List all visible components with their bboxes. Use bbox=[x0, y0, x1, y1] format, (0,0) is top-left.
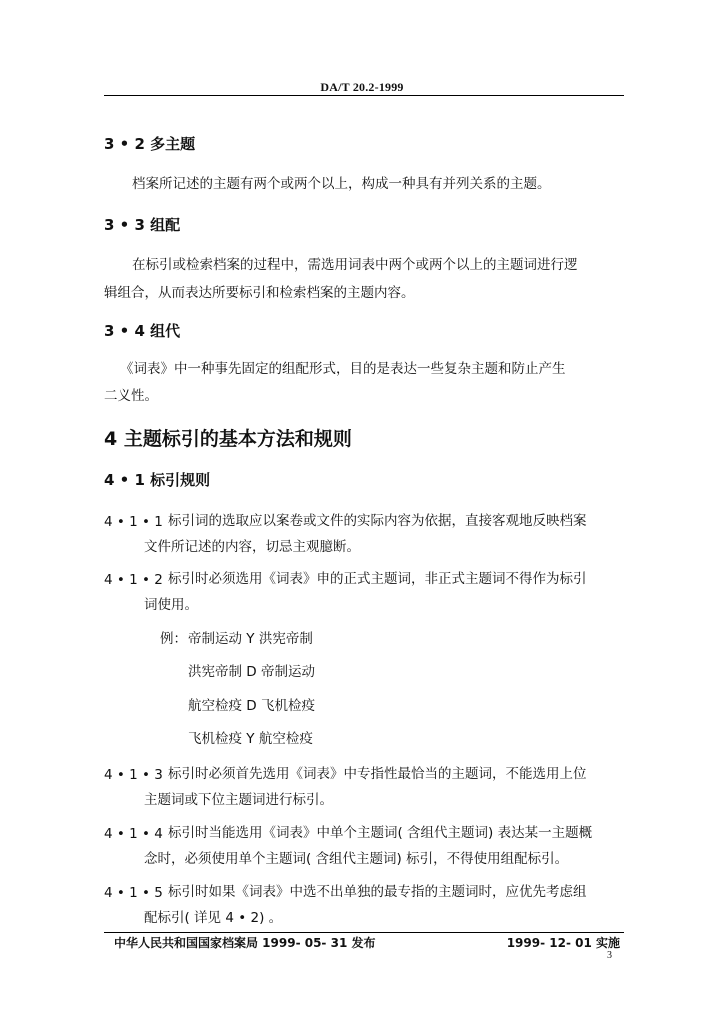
footer-rule bbox=[104, 932, 624, 933]
issue-date: 中华人民共和国国家档案局 1999- 05- 31 发布 bbox=[114, 936, 376, 950]
section-3-4-body-line1: 《词表》中一种事先固定的组配形式，目的是表达一些复杂主题和防止产生 bbox=[120, 361, 566, 377]
section-4-1-title: 4 • 1 标引规则 bbox=[104, 471, 211, 489]
rule-text-line1: 标引词的选取应以案卷或文件的实际内容为依据，直接客观地反映档案 bbox=[168, 513, 587, 529]
example-line: 航空检疫 D 飞机检疫 bbox=[188, 698, 315, 714]
example-line: 洪宪帝制 D 帝制运动 bbox=[188, 664, 315, 680]
rule-number: 4 • 1 • 5 bbox=[104, 885, 163, 901]
example-line: 帝制运动 Y 洪宪帝制 bbox=[188, 631, 313, 647]
rule-text-line1: 标引时当能选用《词表》中单个主题词( 含组代主题词) 表达某一主题概 bbox=[168, 825, 593, 841]
section-3-3-body-line2: 辑组合，从而表达所要标引和检索档案的主题内容。 bbox=[104, 285, 415, 301]
rule-number: 4 • 1 • 3 bbox=[104, 767, 163, 783]
rule-text-line1: 标引时必须选用《词表》申的正式主题词，非正式主题词不得作为标引 bbox=[168, 571, 587, 587]
rule-text-line2: 配标引( 详见 4 • 2) 。 bbox=[144, 910, 283, 926]
rule-text-line2: 念时，必须使用单个主题词( 含组代主题词) 标引，不得使用组配标引。 bbox=[144, 851, 569, 867]
rule-text-line2: 主题词或下位主题词进行标引。 bbox=[144, 792, 333, 808]
section-3-2-title: 3 • 2 多主题 bbox=[104, 135, 196, 153]
section-3-2-body: 档案所记述的主题有两个或两个以上，构成一种具有并列关系的主题。 bbox=[132, 176, 551, 192]
rule-text-line2: 词使用。 bbox=[144, 597, 198, 613]
rule-number: 4 • 1 • 2 bbox=[104, 572, 163, 588]
section-3-4-body-line2: 二义性。 bbox=[104, 388, 158, 404]
document-code: DA/T 20.2-1999 bbox=[320, 80, 404, 94]
header-rule bbox=[104, 95, 624, 96]
effective-date: 1999- 12- 01 实施 bbox=[506, 936, 620, 950]
rule-number: 4 • 1 • 4 bbox=[104, 826, 163, 842]
section-3-4-title: 3 • 4 组代 bbox=[104, 322, 181, 340]
section-3-3-title: 3 • 3 组配 bbox=[104, 216, 181, 234]
rule-number: 4 • 1 • 1 bbox=[104, 514, 163, 530]
section-3-3-body-line1: 在标引或检索档案的过程中，需选用词表中两个或两个以上的主题词进行逻 bbox=[132, 257, 578, 273]
rule-text-line2: 文件所记述的内容，切忌主观臆断。 bbox=[144, 539, 360, 555]
rule-text-line1: 标引时必须首先选用《词表》中专指性最恰当的主题词，不能选用上位 bbox=[168, 766, 587, 782]
rule-text-line1: 标引时如果《词表》中选不出单独的最专指的主题词时，应优先考虑组 bbox=[168, 884, 587, 900]
example-label: 例： bbox=[160, 631, 187, 647]
chapter-4-title: 4 主题标引的基本方法和规则 bbox=[104, 428, 352, 450]
example-line: 飞机检疫 Y 航空检疫 bbox=[188, 731, 313, 747]
page-number: 3 bbox=[607, 950, 612, 961]
